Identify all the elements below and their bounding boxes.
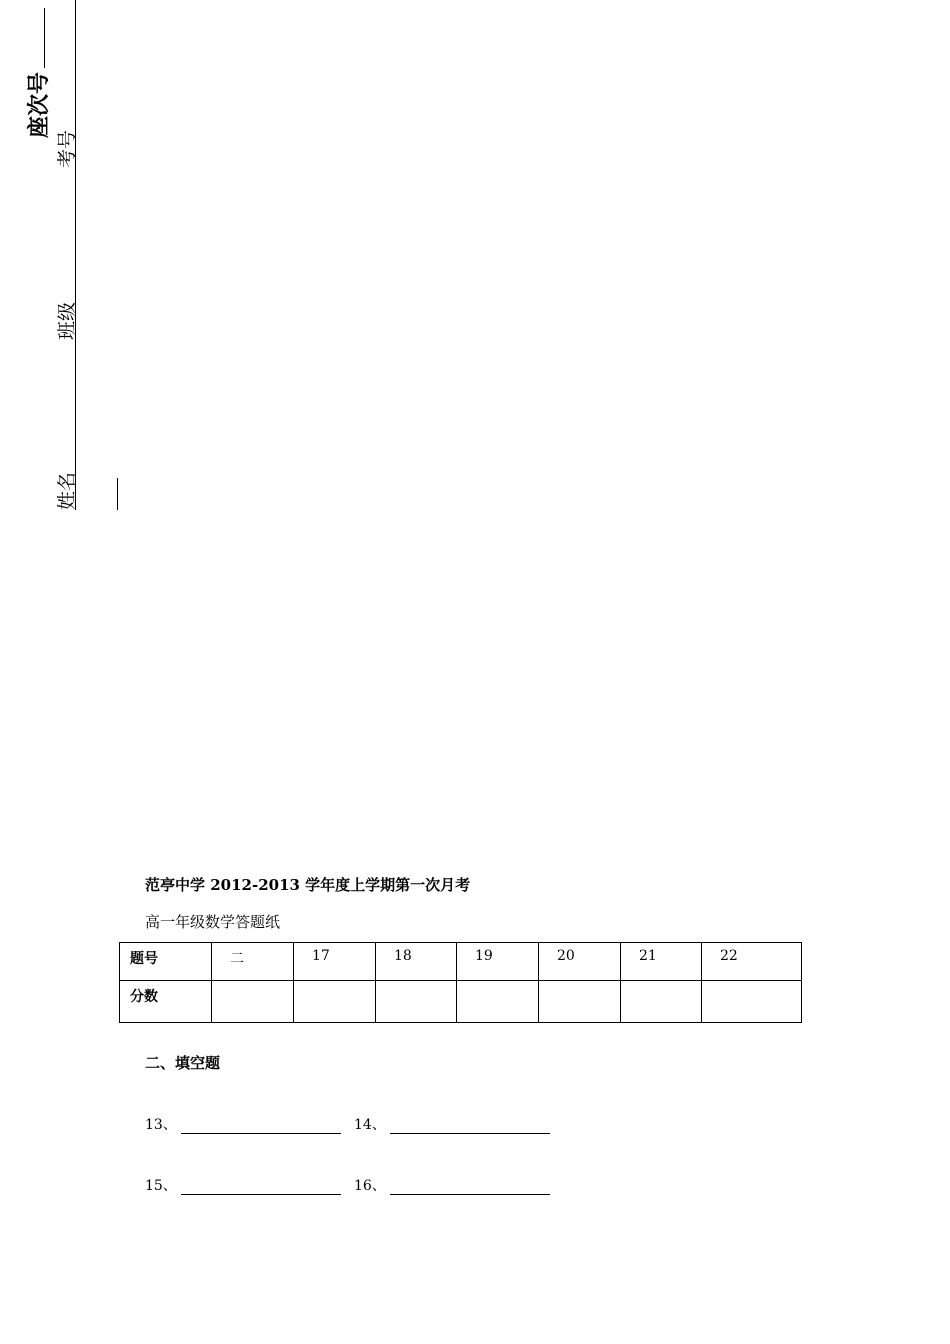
fill-section-title: 二、填空题	[145, 1054, 221, 1072]
score-cell[interactable]	[212, 981, 294, 1023]
margin-mark	[117, 478, 118, 510]
question-number-header: 题号	[120, 943, 212, 981]
answer-line[interactable]	[181, 1117, 341, 1134]
blank-label: 16、	[354, 1178, 386, 1194]
score-cell[interactable]	[621, 981, 702, 1023]
column-header: 19	[457, 943, 539, 981]
score-table	[119, 942, 802, 1023]
column-header: 18	[376, 943, 457, 981]
score-cell[interactable]	[457, 981, 539, 1023]
column-header: 22	[702, 943, 802, 981]
score-cell[interactable]	[376, 981, 457, 1023]
exam-number-label: 考号	[56, 129, 78, 168]
score-header: 分数	[120, 981, 212, 1023]
column-header: 二	[212, 943, 294, 981]
column-header: 21	[621, 943, 702, 981]
class-label: 班级	[56, 301, 78, 340]
answer-blank-16[interactable]	[354, 1175, 550, 1195]
blank-label: 15、	[145, 1178, 177, 1194]
question-number-row	[120, 943, 802, 981]
column-header: 17	[294, 943, 376, 981]
column-header: 20	[539, 943, 621, 981]
score-cell[interactable]	[539, 981, 621, 1023]
seat-underline	[44, 8, 45, 68]
name-label: 姓名	[56, 471, 78, 510]
binding-line	[75, 0, 76, 510]
answer-line[interactable]	[390, 1178, 550, 1195]
answer-blank-14[interactable]	[354, 1114, 550, 1134]
answer-line[interactable]	[390, 1117, 550, 1134]
exam-subtitle: 高一年级数学答题纸	[145, 913, 281, 931]
score-cell[interactable]	[294, 981, 376, 1023]
seat-number-label: 座次号	[27, 71, 52, 138]
answer-line[interactable]	[181, 1178, 341, 1195]
score-cell[interactable]	[702, 981, 802, 1023]
answer-blank-15[interactable]	[145, 1175, 341, 1195]
blank-label: 13、	[145, 1117, 177, 1133]
answer-blank-13[interactable]	[145, 1114, 341, 1134]
blank-label: 14、	[354, 1117, 386, 1133]
exam-title: 范亭中学 2012-2013 学年度上学期第一次月考	[145, 876, 471, 894]
score-row	[120, 981, 802, 1023]
